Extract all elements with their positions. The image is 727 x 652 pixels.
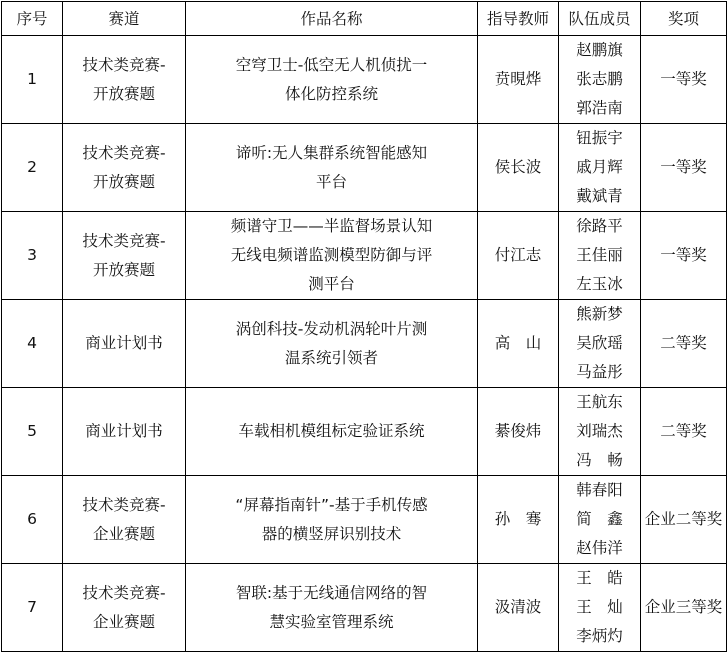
- advisor-name: 綦俊炜: [478, 388, 559, 476]
- award-level: 企业三等奖: [641, 564, 727, 652]
- header-track: 赛道: [63, 2, 186, 36]
- advisor-name: 侯长波: [478, 124, 559, 212]
- award-level: 二等奖: [641, 300, 727, 388]
- work-title-cell: [186, 388, 478, 476]
- track-line: 企业赛题: [92, 612, 155, 631]
- advisor-name: 汲清波: [478, 564, 559, 652]
- work-title-line: 谛听:无人集群系统智能感知: [235, 143, 428, 162]
- track-line: 技术类竞赛-: [82, 495, 166, 514]
- award-level: 一等奖: [641, 36, 727, 124]
- team-members-cell: [559, 476, 641, 564]
- advisor-name: 高 山: [478, 300, 559, 388]
- track-line: 开放赛题: [92, 84, 155, 103]
- table-row: [2, 212, 727, 300]
- work-title-line: 车载相机模组标定验证系统: [238, 422, 425, 440]
- track-cell: [63, 124, 186, 212]
- header-advisor: 指导教师: [478, 2, 559, 36]
- row-number: 2: [2, 124, 63, 212]
- table-body: [2, 36, 727, 652]
- track-cell: [63, 564, 186, 652]
- row-number: 7: [2, 564, 63, 652]
- track-cell: [63, 212, 186, 300]
- team-member-name: 李炳灼: [576, 627, 623, 645]
- team-members-cell: [559, 300, 641, 388]
- team-member-name: 左玉冰: [576, 275, 623, 293]
- team-member-name: 王 灿: [576, 598, 623, 616]
- advisor-name: 贲晛烨: [478, 36, 559, 124]
- work-title-line: 智联:基于无线通信网络的智: [235, 583, 428, 602]
- header-award: 奖项: [641, 2, 727, 36]
- track-line: 商业计划书: [85, 422, 163, 440]
- team-members-cell: [559, 124, 641, 212]
- table-row: [2, 388, 727, 476]
- header-number: 序号: [2, 2, 63, 36]
- work-title-line: 体化防控系统: [284, 84, 378, 103]
- work-title-line: 空穹卫士-低空无人机侦扰一: [235, 55, 428, 74]
- row-number: 4: [2, 300, 63, 388]
- work-title-line: 器的横竖屏识别技术: [261, 524, 402, 543]
- track-cell: [63, 36, 186, 124]
- team-members-cell: [559, 388, 641, 476]
- work-title-line: 无线电频谱监测模型防御与评: [230, 246, 433, 264]
- track-cell: [63, 388, 186, 476]
- team-member-name: 熊新梦: [576, 305, 623, 323]
- advisor-name: 孙 骞: [478, 476, 559, 564]
- team-member-name: 郭浩南: [576, 99, 623, 117]
- team-member-name: 吴欣瑶: [576, 334, 623, 352]
- team-member-name: 刘瑞杰: [576, 422, 623, 440]
- track-line: 技术类竞赛-: [82, 143, 166, 162]
- header-row: [2, 2, 727, 36]
- work-title-cell: [186, 124, 478, 212]
- header-work-title: 作品名称: [186, 2, 478, 36]
- row-number: 1: [2, 36, 63, 124]
- team-member-name: 张志鹏: [576, 70, 623, 88]
- award-level: 一等奖: [641, 124, 727, 212]
- track-line: 开放赛题: [92, 260, 155, 279]
- work-title-cell: [186, 564, 478, 652]
- work-title-line: 慧实验室管理系统: [269, 612, 394, 631]
- table-row: [2, 300, 727, 388]
- work-title-line: 平台: [315, 172, 347, 191]
- track-line: 技术类竞赛-: [82, 583, 166, 602]
- team-members-cell: [559, 36, 641, 124]
- row-number: 3: [2, 212, 63, 300]
- work-title-line: “屏幕指南针”-基于手机传感: [235, 495, 428, 514]
- team-member-name: 赵伟洋: [576, 539, 623, 557]
- award-level: 一等奖: [641, 212, 727, 300]
- advisor-name: 付江志: [478, 212, 559, 300]
- work-title-cell: [186, 212, 478, 300]
- table-row: [2, 564, 727, 652]
- team-member-name: 王 皓: [576, 569, 623, 587]
- work-title-cell: [186, 476, 478, 564]
- award-level: 企业二等奖: [641, 476, 727, 564]
- track-line: 开放赛题: [92, 172, 155, 191]
- table-row: [2, 476, 727, 564]
- track-line: 企业赛题: [92, 524, 155, 543]
- team-member-name: 赵鹏旗: [576, 41, 623, 59]
- work-title-cell: [186, 300, 478, 388]
- table-row: [2, 36, 727, 124]
- row-number: 6: [2, 476, 63, 564]
- track-cell: [63, 300, 186, 388]
- work-title-line: 温系统引领者: [284, 348, 378, 367]
- work-title-line: 测平台: [308, 275, 355, 293]
- team-member-name: 冯 畅: [576, 451, 623, 469]
- team-member-name: 徐路平: [576, 217, 623, 235]
- award-table: [1, 1, 727, 652]
- team-members-cell: [559, 564, 641, 652]
- team-member-name: 韩春阳: [576, 481, 623, 499]
- team-member-name: 简 鑫: [576, 510, 623, 528]
- team-member-name: 戚月辉: [576, 158, 623, 176]
- work-title-line: 涡创科技-发动机涡轮叶片测: [235, 319, 428, 338]
- track-cell: [63, 476, 186, 564]
- header-team-members: 队伍成员: [559, 2, 641, 36]
- track-line: 技术类竞赛-: [82, 55, 166, 74]
- team-member-name: 王佳丽: [576, 246, 623, 264]
- work-title-cell: [186, 36, 478, 124]
- track-line: 技术类竞赛-: [82, 231, 166, 250]
- work-title-line: 频谱守卫——半监督场景认知: [230, 217, 433, 235]
- award-level: 二等奖: [641, 388, 727, 476]
- team-member-name: 马益彤: [576, 363, 623, 381]
- team-member-name: 王航东: [576, 393, 623, 411]
- team-member-name: 戴斌青: [576, 187, 623, 205]
- team-member-name: 钮振宇: [576, 129, 623, 147]
- team-members-cell: [559, 212, 641, 300]
- table-row: [2, 124, 727, 212]
- track-line: 商业计划书: [85, 334, 163, 352]
- row-number: 5: [2, 388, 63, 476]
